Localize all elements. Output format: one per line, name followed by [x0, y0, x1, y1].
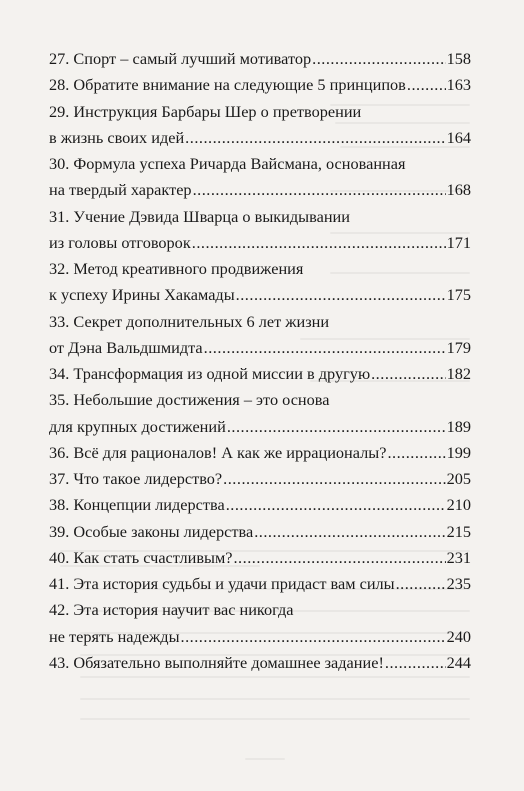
toc-entry-title: к успеху Ирины Хакамады [49, 285, 235, 305]
toc-entry-title: 43. Обязательно выполняйте домашнее задание! [49, 652, 384, 672]
toc-entry-line [49, 414, 471, 440]
toc-entry-line [49, 230, 471, 256]
toc-page-number: 179 [446, 337, 471, 357]
toc-entry-line [49, 335, 471, 361]
dot-leader [396, 571, 446, 597]
toc-entry-line [49, 72, 471, 98]
toc-entry-title: 34. Трансформация из одной миссии в другую [49, 364, 371, 383]
toc-entry-title: 36. Всё для рационалов! А как же иррационалы? [49, 442, 387, 462]
toc-entry-line [49, 177, 471, 203]
dot-leader [385, 650, 446, 676]
dot-leader [226, 492, 446, 518]
dot-leader [181, 624, 446, 650]
toc-entry [49, 466, 471, 492]
toc-entry-title: 27. Спорт – самый лучший мотиватор [49, 49, 312, 68]
table-of-contents [49, 46, 471, 676]
dot-leader [407, 72, 446, 98]
dot-leader [371, 361, 445, 387]
toc-entry [49, 309, 471, 362]
dot-leader [254, 519, 445, 545]
toc-entry-title: из головы отговорок [49, 232, 191, 252]
toc-entry-title-line: 33. Секрет дополнительных 6 лет жизни [49, 311, 330, 331]
toc-entry-line [49, 361, 471, 387]
toc-page-number: 215 [446, 521, 471, 541]
dot-leader [193, 177, 446, 203]
toc-entry-title: 37. Что такое лидерство? [49, 469, 223, 488]
toc-page-number: 235 [446, 574, 471, 593]
toc-entry [49, 597, 471, 650]
toc-entry [49, 256, 471, 309]
toc-entry-title: не терять надежды [49, 626, 180, 646]
toc-page-number: 182 [446, 364, 471, 383]
toc-page-number: 240 [446, 626, 471, 646]
toc-entry-line [49, 125, 471, 151]
toc-entry [49, 650, 471, 676]
toc-entry-line [49, 440, 471, 466]
toc-entry [49, 204, 471, 257]
dot-leader [387, 440, 445, 466]
dot-leader [233, 545, 445, 571]
toc-page-number: 189 [446, 416, 471, 436]
toc-entry-title: 28. Обратите внимание на следующие 5 принципов [49, 75, 406, 95]
toc-entry [49, 545, 471, 571]
toc-entry [49, 519, 471, 545]
toc-page-number: 175 [446, 285, 471, 305]
toc-entry-line [49, 466, 471, 492]
toc-entry [49, 571, 471, 597]
toc-entry-title-line: 29. Инструкция Барбары Шер о претворении [49, 101, 362, 121]
dot-leader [223, 466, 445, 492]
dot-leader [204, 335, 446, 361]
toc-entry [49, 99, 471, 152]
toc-entry-line [49, 571, 471, 597]
toc-entry-title-line: 30. Формула успеха Ричарда Вайсмана, основанная [49, 154, 406, 173]
toc-entry-line [49, 46, 471, 72]
toc-entry-line [49, 650, 471, 676]
toc-entry-title-line: 35. Небольшие достижения – это основа [49, 390, 330, 410]
toc-page-number: 244 [446, 652, 471, 672]
dot-leader [236, 282, 446, 308]
toc-entry-line [49, 282, 471, 308]
dot-leader [227, 414, 446, 440]
dot-leader [185, 125, 445, 151]
toc-entry [49, 46, 471, 72]
toc-page-number: 168 [446, 180, 471, 200]
toc-entry-title: 38. Концепции лидерства [49, 495, 225, 515]
toc-entry-line [49, 624, 471, 650]
toc-entry [49, 440, 471, 466]
toc-entry-title: 41. Эта история судьбы и удачи придаст вам силы [49, 574, 395, 593]
toc-page-number: 210 [446, 495, 471, 515]
dot-leader [312, 46, 445, 72]
toc-entry-title-line: 42. Эта история научит вас никогда [49, 600, 294, 620]
toc-entry-title-line: 32. Метод креативного продвижения [49, 259, 304, 278]
toc-entry-title: 40. Как стать счастливым? [49, 547, 233, 567]
toc-entry [49, 361, 471, 387]
dot-leader [192, 230, 446, 256]
toc-entry [49, 492, 471, 518]
toc-page-number: 171 [446, 232, 471, 252]
toc-page-number: 205 [446, 469, 471, 488]
toc-page-number: 164 [446, 127, 471, 147]
toc-entry-line [49, 492, 471, 518]
toc-page-number: 158 [446, 49, 471, 68]
toc-entry-title: в жизнь своих идей [49, 127, 185, 147]
toc-entry-line [49, 519, 471, 545]
toc-entry-title: от Дэна Вальдшмидта [49, 337, 203, 357]
toc-page-number: 163 [446, 75, 471, 95]
toc-entry [49, 151, 471, 204]
toc-entry [49, 387, 471, 440]
toc-entry-title: для крупных достижений [49, 416, 226, 436]
toc-page-number: 199 [446, 442, 471, 462]
toc-entry-line [49, 545, 471, 571]
toc-entry-title-line: 31. Учение Дэвида Шварца о выкидывании [49, 206, 350, 226]
toc-entry-title: на твердый характер [49, 180, 192, 200]
toc-entry-title: 39. Особые законы лидерства [49, 521, 254, 541]
toc-page-number: 231 [446, 547, 471, 567]
toc-entry [49, 72, 471, 98]
